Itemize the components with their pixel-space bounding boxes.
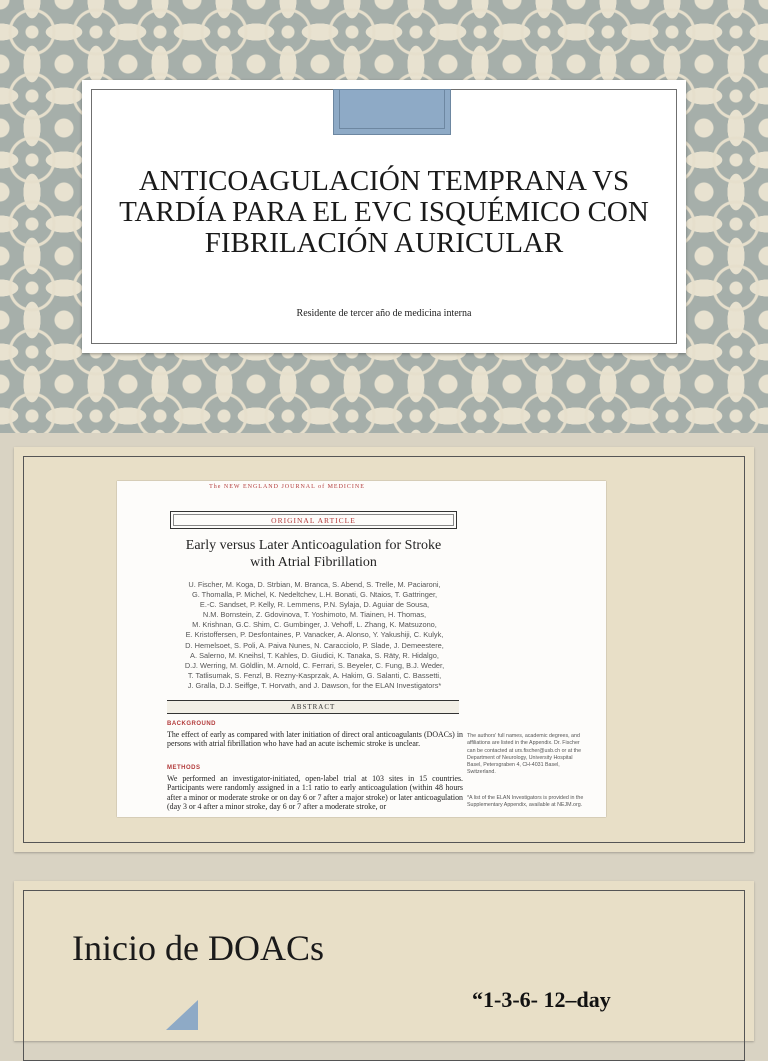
author-note: The authors' full names, academic degrees, and affiliations are listed in the Appendix. Dr. Fischer can be contacted at urs.fischer@usb.ch or at the Department of Neurology, University Hospital Basel, Petersgraben 4, CH-4031 Basel, Switzerland. [467,733,582,776]
accent-triangle [166,1000,198,1030]
investigators-note: *A list of the ELAN Investigators is provided in the Supplementary Appendix, available at NEJM.org. [467,795,584,809]
accent-tab [333,89,451,135]
author-list [167,580,462,691]
main-title-line: ANTICOAGULACIÓN TEMPRANA VS [138,165,630,197]
article-type-box [170,511,457,529]
author-line: M. Krishnan, G.C. Shim, C. Gumbinger, J. Vehoff, L. Zhang, K. Matsuzono, [192,620,437,630]
journal-masthead: The NEW ENGLAND JOURNAL of MEDICINE [209,484,365,490]
slide-frame [23,890,745,1061]
author-line: G. Thomalla, P. Michel, K. Nedeltchev, L.H. Bonati, G. Ntaios, T. Gattringer, [191,590,438,600]
article-title-line: with Atrial Fibrillation [250,555,377,570]
methods-label: METHODS [167,765,201,771]
author-line: U. Fischer, M. Koga, D. Strbian, M. Branca, S. Abend, S. Trelle, M. Paciaroni, [188,580,441,589]
author-line: T. Tatlisumak, S. Fenzl, B. Rezny-Kasprzak, A. Hakim, G. Salanti, C. Bassetti, [187,670,442,680]
title-card [82,80,686,353]
article-image [117,481,606,817]
main-title [102,166,666,259]
article-title [157,537,470,571]
doacs-slide [14,881,754,1041]
rule-quote: “1-3-6- 12–day [472,987,611,1012]
main-title-line: TARDÍA PARA EL EVC ISQUÉMICO CON [119,196,649,228]
author-line: A. Salerno, M. Kneihsl, T. Kahles, D. Giudici, K. Tanaka, S. Räty, R. Hidalgo, [190,650,439,660]
background-label: BACKGROUND [167,721,216,727]
author-line: D.J. Werring, M. Göldlin, M. Arnold, C. Ferrari, S. Beyeler, C. Fung, B.J. Weder, [184,660,445,670]
author-line: J. Gralla, D.J. Seiffge, T. Horvath, and J. Dawson, for the ELAN Investigators* [187,680,442,690]
title-slide [0,0,768,433]
slide-title: Inicio de DOACs [72,928,324,968]
title-card-frame [91,89,677,344]
presenter-subtitle: Residente de tercer año de medicina interna [296,308,472,319]
author-line: D. Hemelsoet, S. Poli, A. Paiva Nunes, N. Caracciolo, P. Slade, J. Demeestere, [185,640,444,650]
author-line: N.M. Bornstein, Z. Gdovinova, T. Yoshimoto, M. Tiainen, H. Thomas, [202,610,427,620]
background-text: The effect of early as compared with later initiation of direct oral anticoagulants (DOACs) in persons with atrial fibrillation who have had an acute ischemic stroke is unclear. [167,730,463,749]
article-slide [14,447,754,852]
article-type-label: ORIGINAL ARTICLE [173,514,454,526]
methods-text: We performed an investigator-initiated, open-label trial at 103 sites in 15 countries. Participants were randomly assigned in a 1:1 ratio to early anticoagulation (within 48 hours after a minor or moderate stroke or on day 6 or 7 after a major stroke) or later anticoagulation (day 3 or 4 after a minor stroke, day 6 or 7 after a moderate stroke, or [167,774,463,812]
main-title-line: FIBRILACIÓN AURICULAR [204,227,564,259]
abstract-heading: ABSTRACT [167,700,459,714]
author-line: E. Kristoffersen, P. Desfontaines, P. Vanacker, A. Alonso, Y. Yakushiji, C. Kulyk, [185,630,444,640]
article-title-line: Early versus Later Anticoagulation for Stroke [185,538,442,553]
author-line: E.-C. Sandset, P. Kelly, R. Lemmens, P.N. Sylaja, D. Aguiar de Sousa, [199,600,430,610]
